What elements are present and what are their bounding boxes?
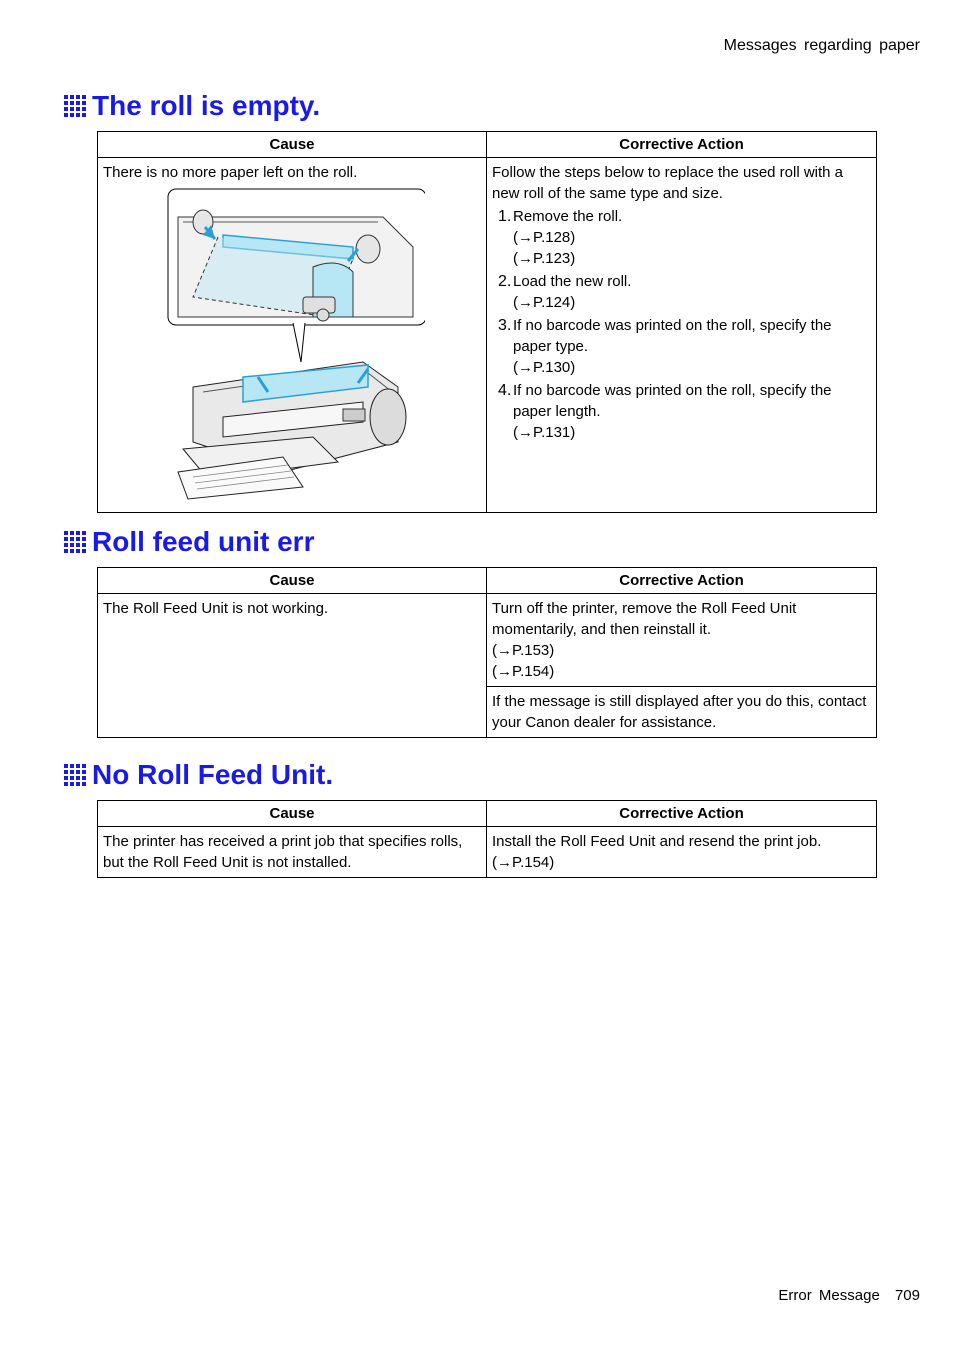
action-intro: Follow the steps below to replace the used roll with a new roll of the same type and size. bbox=[492, 164, 844, 202]
printer-roll-illustration bbox=[163, 187, 425, 502]
section-title-text: Roll feed unit err bbox=[92, 526, 315, 557]
page-reference-link[interactable]: (→P.130) bbox=[513, 359, 576, 376]
list-item bbox=[492, 380, 871, 443]
roll-empty-table bbox=[97, 131, 877, 513]
no-roll-feed-unit-table bbox=[97, 800, 877, 878]
action-header: Corrective Action bbox=[487, 568, 877, 594]
footer-chapter: Error Message bbox=[778, 1287, 880, 1304]
list-item bbox=[492, 315, 871, 378]
step-text: If no barcode was printed on the roll, specify the paper length. bbox=[513, 382, 832, 420]
cause-cell bbox=[98, 594, 487, 738]
page-reference-link[interactable]: (→P.124) bbox=[513, 294, 576, 311]
step-text: If no barcode was printed on the roll, specify the paper type. bbox=[513, 317, 832, 355]
table-row bbox=[98, 158, 877, 513]
action-header: Corrective Action bbox=[487, 132, 877, 158]
step-text: Load the new roll. bbox=[513, 273, 632, 290]
cause-header: Cause bbox=[98, 132, 487, 158]
page-reference-link[interactable]: (→P.154) bbox=[492, 663, 555, 680]
cause-text: The printer has received a print job that specifies rolls, but the Roll Feed Unit is not installed. bbox=[103, 833, 463, 871]
step-text: Remove the roll. bbox=[513, 208, 623, 225]
action-text: Turn off the printer, remove the Roll Feed Unit momentarily, and then reinstall it. bbox=[492, 600, 797, 638]
table-header-row bbox=[98, 568, 877, 594]
step-number: 3. bbox=[498, 317, 512, 334]
roll-feed-unit-err-table bbox=[97, 567, 877, 738]
table-row bbox=[98, 594, 877, 687]
section-title-roll-feed-unit-err bbox=[64, 525, 314, 559]
page-reference-link[interactable]: (→P.131) bbox=[513, 424, 576, 441]
section-title-roll-empty bbox=[64, 89, 320, 123]
cause-text: There is no more paper left on the roll. bbox=[103, 164, 358, 181]
step-number: 2. bbox=[498, 273, 512, 290]
cause-header: Cause bbox=[98, 568, 487, 594]
cause-header: Cause bbox=[98, 801, 487, 827]
section-title-text: No Roll Feed Unit. bbox=[92, 759, 334, 790]
page-reference-link[interactable]: (→P.154) bbox=[492, 854, 555, 871]
table-header-row bbox=[98, 801, 877, 827]
list-item bbox=[492, 206, 871, 269]
action-text: Install the Roll Feed Unit and resend the print job. bbox=[492, 833, 822, 850]
page-number: 709 bbox=[894, 1287, 920, 1304]
running-header: Messages regarding paper bbox=[723, 37, 920, 54]
grid-icon bbox=[64, 764, 86, 786]
cause-cell bbox=[98, 827, 487, 878]
grid-icon bbox=[64, 531, 86, 553]
section-title-no-roll-feed-unit bbox=[64, 758, 333, 792]
section-title-text: The roll is empty. bbox=[92, 90, 321, 121]
action-cell bbox=[487, 158, 877, 513]
action-cell bbox=[487, 827, 877, 878]
running-footer bbox=[778, 1287, 920, 1304]
step-number: 1. bbox=[498, 208, 512, 225]
step-number: 4. bbox=[498, 382, 512, 399]
grid-icon bbox=[64, 95, 86, 117]
list-item bbox=[492, 271, 871, 313]
table-row bbox=[98, 827, 877, 878]
cause-cell bbox=[98, 158, 487, 513]
action-cell bbox=[487, 687, 877, 738]
action-header: Corrective Action bbox=[487, 801, 877, 827]
steps-list bbox=[492, 206, 871, 443]
cause-text: The Roll Feed Unit is not working. bbox=[103, 600, 329, 617]
page-reference-link[interactable]: (→P.123) bbox=[513, 250, 576, 267]
table-header-row bbox=[98, 132, 877, 158]
action-text: If the message is still displayed after you do this, contact your Canon dealer for assistance. bbox=[492, 693, 867, 731]
action-cell bbox=[487, 594, 877, 687]
page-reference-link[interactable]: (→P.153) bbox=[492, 642, 555, 659]
page-reference-link[interactable]: (→P.128) bbox=[513, 229, 576, 246]
